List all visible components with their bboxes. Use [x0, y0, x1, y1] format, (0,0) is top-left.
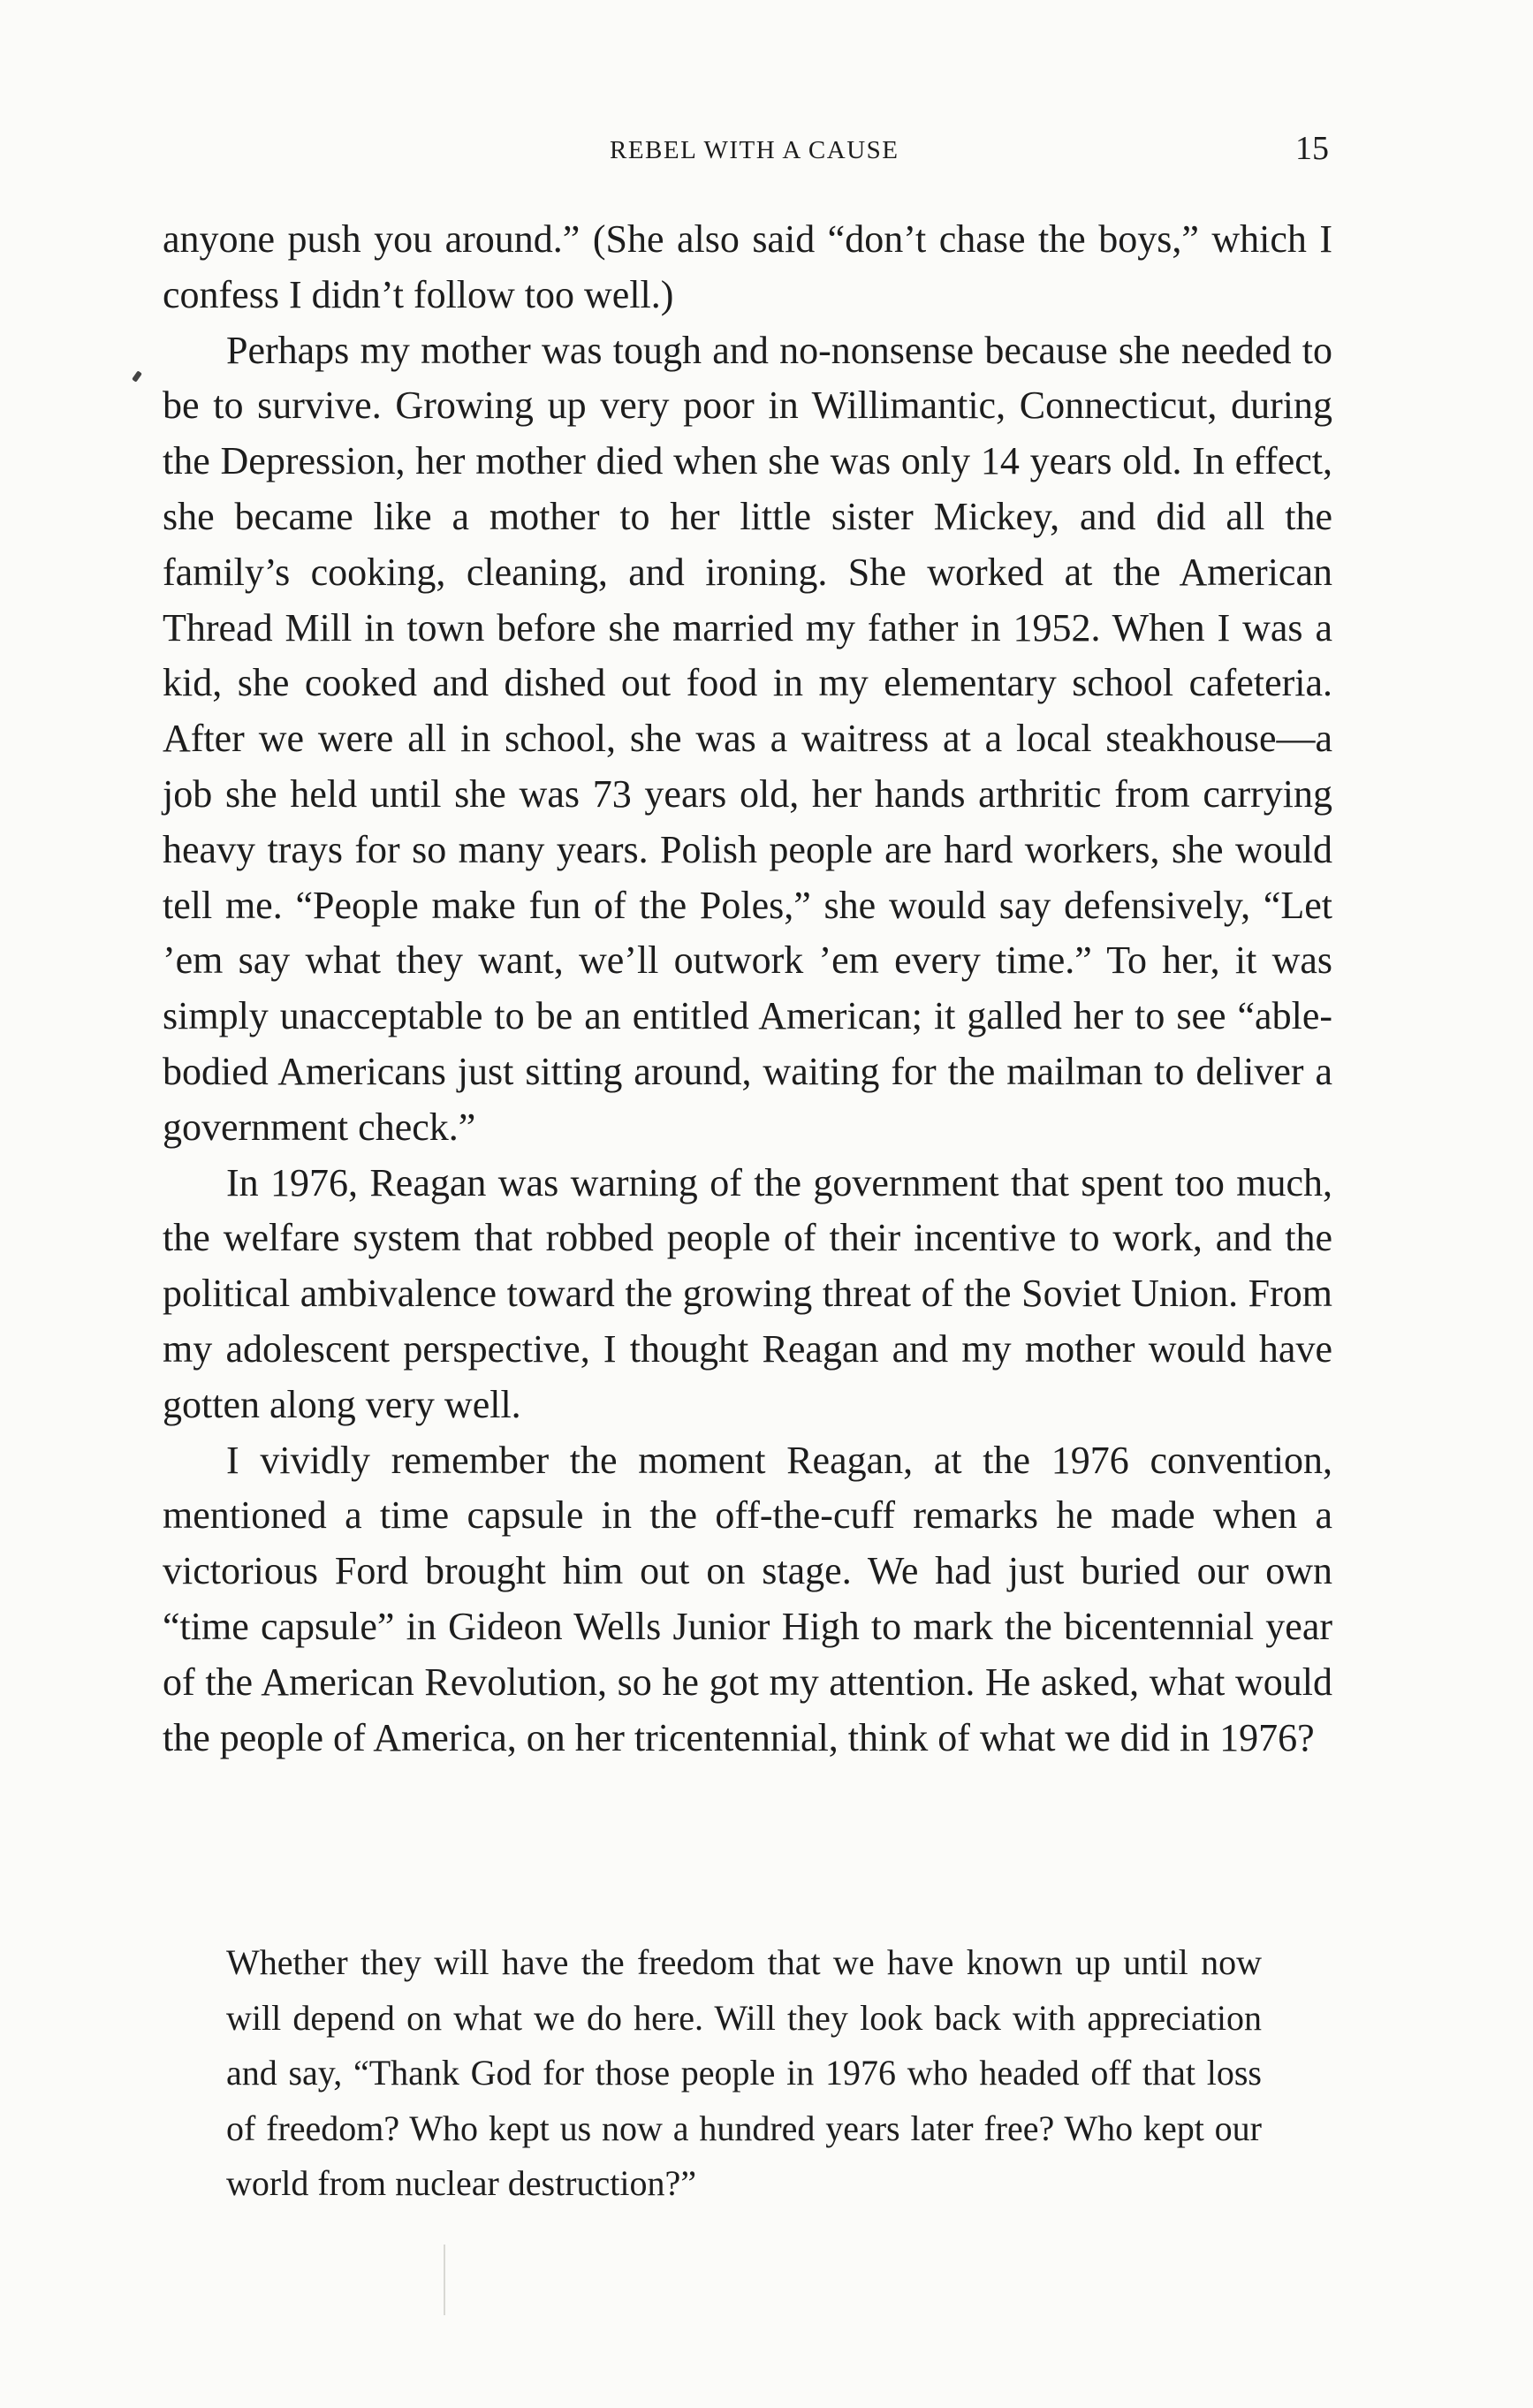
paragraph-1: anyone push you around.” (She also said “don’t chase the boys,” which I confess I didn’t follow too well.): [163, 217, 1332, 316]
scan-artifact: [444, 2245, 445, 2315]
page-number: 15: [1295, 130, 1329, 167]
paragraph-4: I vividly remember the moment Reagan, at the 1976 convention, mentioned a time capsule in the off-the-cuff remarks he made when a victorious Ford brought him out on stage. We had just buried our own “time capsule” in Gideon Wells Junior High to mark the bicentennial year of the American Revolution, so he got my attention. He asked, what would the people of America, on her tricentennial, think of what we did in 1976?: [163, 1438, 1332, 1759]
paragraph-3: In 1976, Reagan was warning of the government that spent too much, the welfare system that robbed people of their incentive to work, and the political ambivalence toward the growing threat of the Soviet Union. From my adolescent perspective, I thought Reagan and my mother would have gotten along very well.: [163, 1160, 1332, 1426]
margin-mark: [132, 370, 142, 382]
block-quote: Whether they will have the freedom that we have known up until now will depend on what we do here. Will they look back with appreciation and say, “Thank God for those people in 1976 who headed off that loss of freedom? Who kept us now a hundred years later free? Who kept our world from nuclear destruction?”: [226, 1942, 1262, 2203]
paragraph-2: Perhaps my mother was tough and no-nonsense because she needed to be to survive. Growing up very poor in Willimantic, Connecticut, during the Depression, her mother died when she was only 14 years old. In effect, she became like a mother to her little sister Mickey, and did all the family’s cooking, cleaning, and ironing. She worked at the American Thread Mill in town before she married my father in 1952. When I was a kid, she cooked and dished out food in my elementary school cafeteria. After we were all in school, she was a waitress at a local steakhouse—a job she held until she was 73 years old, her hands arthritic from carrying heavy trays for so many years. Polish people are hard workers, she would tell me. “People make fun of the Poles,” she would say defensively, “Let ’em say what they want, we’ll outwork ’em every time.” To her, it was simply unacceptable to be an entitled American; it galled her to see “able-bodied Americans just sitting around, waiting for the mailman to deliver a government check.”: [163, 328, 1332, 1149]
running-head: REBEL WITH A CAUSE: [610, 136, 899, 164]
body-text: [163, 212, 1332, 1766]
